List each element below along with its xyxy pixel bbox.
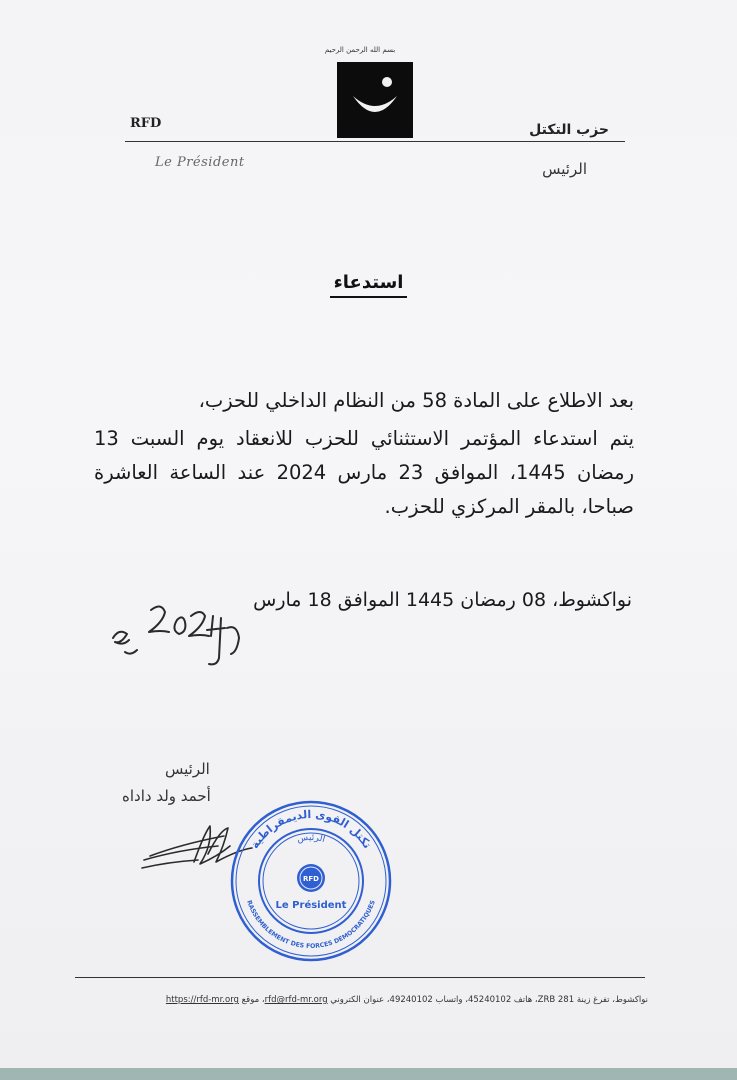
document-body xyxy=(94,384,634,524)
footer-divider xyxy=(75,977,645,978)
footer-contact xyxy=(78,995,648,1005)
bismillah: بسم الله الرحمن الرحيم xyxy=(324,46,396,54)
stamp-center-badge: RFD xyxy=(303,875,319,883)
svg-text:الرئيس xyxy=(296,833,326,845)
footer-address: نواكشوط، تفرغ زينة ZRB 281، هاتف 45240102، واتساب 49240102، عنوان الكتروني xyxy=(327,995,648,1005)
paragraph-2: يتم استدعاء المؤتمر الاستثنائي للحزب للانعقاد يوم السبت 13 رمضان 1445، الموافق 23 مارس 2024 عند الساعة العاشرة صباحا، بالمقر المركزي للحزب. xyxy=(94,427,634,518)
header-divider xyxy=(125,141,625,142)
table-surface-strip xyxy=(0,1068,737,1080)
header-party-ar: حزب التكتل xyxy=(529,122,609,138)
header-president-fr: Le Président xyxy=(155,155,245,170)
stamp-outer-top-text: تكتل القوى الديمقراطية xyxy=(248,807,374,851)
president-stamp xyxy=(228,798,394,964)
handwritten-year xyxy=(105,594,250,674)
header-party-fr: RFD xyxy=(130,116,162,131)
document-title: استدعاء xyxy=(330,272,408,298)
date-line: نواكشوط، 08 رمضان 1445 الموافق 18 مارس xyxy=(253,589,632,611)
footer-website-link[interactable]: https://rfd-mr.org xyxy=(165,995,239,1005)
footer-site-label: ، موقع xyxy=(238,995,265,1005)
footer-email-link[interactable]: rfd@rfd-mr.org xyxy=(264,995,328,1005)
stamp-inner-label: Le Président xyxy=(275,900,347,911)
party-logo xyxy=(337,62,413,138)
paragraph-1: بعد الاطلاع على المادة 58 من النظام الداخلي للحزب، xyxy=(198,389,634,412)
stamp-inner-top-text: الرئيس xyxy=(296,832,327,846)
document-title-wrap xyxy=(0,272,737,293)
stamp-outer-bottom-text: RASSEMBLEMENT DES FORCES DEMOCRATIQUES xyxy=(245,899,377,951)
signatory-title: الرئيس xyxy=(165,760,210,778)
header-president-ar: الرئيس xyxy=(542,160,587,178)
party-logo-graphic xyxy=(337,62,413,138)
signatory-name: أحمد ولد داداه xyxy=(122,787,211,805)
